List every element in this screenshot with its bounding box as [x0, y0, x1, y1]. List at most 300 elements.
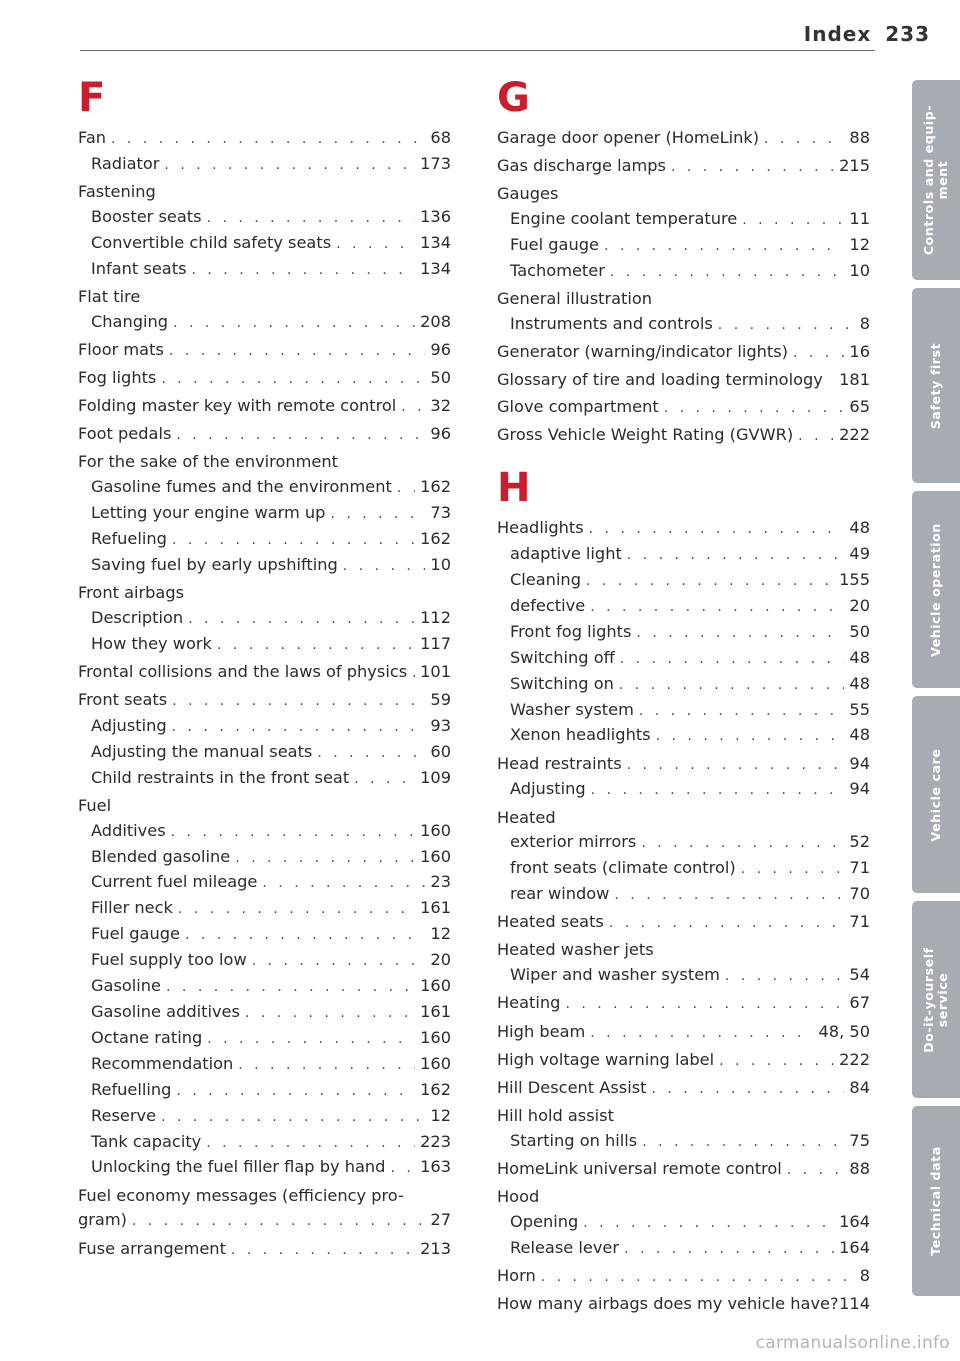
entry-term: Letting your engine warm up — [91, 503, 326, 522]
index-entry — [78, 1184, 451, 1209]
index-subentry — [497, 542, 870, 568]
page-ref: 49 — [849, 544, 870, 564]
entry-term: Front fog lights — [510, 621, 632, 641]
page-ref: 73 — [430, 503, 451, 522]
index-subentry — [78, 152, 451, 178]
page-ref: 208 — [420, 311, 451, 331]
index-entry — [497, 516, 870, 542]
index-entry — [497, 287, 870, 312]
index-entry — [497, 340, 870, 366]
entry-term: Wiper and washer system — [510, 965, 720, 985]
chapter-tab[interactable] — [912, 1106, 960, 1296]
leader-dots — [390, 1156, 415, 1181]
entry-term: exterior mirrors — [510, 832, 637, 852]
entry-term: Radiator — [91, 153, 160, 173]
page-ref: 96 — [430, 339, 451, 359]
index-entry — [497, 1264, 870, 1290]
index-subentry — [497, 207, 870, 233]
leader-dots — [725, 964, 844, 989]
page-ref: 48 — [849, 725, 870, 745]
index-entry — [78, 1237, 451, 1263]
entry-term: Fuel economy messages (efficiency pro- — [78, 1185, 404, 1205]
entry-term: Gross Vehicle Weight Rating (GVWR) — [497, 425, 794, 445]
leader-dots — [764, 127, 844, 152]
entry-term: Octane rating — [91, 1027, 203, 1047]
page-ref: 160 — [420, 820, 451, 840]
page-ref: 50 — [849, 621, 870, 641]
page-ref: 109 — [420, 767, 451, 787]
index-entry — [78, 450, 451, 475]
entry-term: Fan — [78, 128, 107, 147]
entry-term: Recommendation — [91, 1053, 234, 1073]
page-ref: 54 — [849, 965, 870, 985]
leader-dots — [238, 1053, 415, 1078]
entry-term: High voltage warning label — [497, 1049, 715, 1069]
index-subentry — [78, 310, 451, 336]
entry-term: Front airbags — [78, 582, 185, 602]
index-entry — [497, 126, 870, 152]
page-ref: 134 — [420, 232, 451, 252]
page-ref: 160 — [420, 1053, 451, 1073]
leader-dots — [641, 831, 844, 856]
index-subentry — [78, 870, 451, 896]
entry-term: Flat tire — [78, 286, 141, 306]
leader-dots — [652, 1077, 845, 1102]
leader-dots — [192, 258, 416, 283]
leader-dots — [252, 949, 426, 974]
index-subentry — [497, 312, 870, 338]
leader-dots — [207, 206, 416, 231]
page-ref: 50 — [430, 367, 451, 387]
index-entry — [78, 394, 451, 420]
page-ref: 23 — [430, 872, 451, 892]
page-ref: 67 — [849, 993, 870, 1013]
index-subentry — [78, 714, 451, 740]
chapter-tab[interactable] — [912, 901, 960, 1098]
entry-term: Switching off — [510, 647, 615, 667]
index-entry — [78, 422, 451, 448]
page-ref: 12 — [430, 924, 451, 944]
page-ref: 223 — [420, 1131, 451, 1151]
index-entry — [497, 910, 870, 936]
leader-dots — [343, 554, 426, 579]
entry-term: Fuel — [78, 795, 112, 815]
chapter-tab[interactable] — [912, 80, 960, 280]
index-entry — [497, 154, 870, 180]
leader-dots — [206, 1131, 415, 1156]
entry-term: Hill hold assist — [497, 1105, 614, 1125]
leader-dots — [610, 260, 845, 285]
leader-dots — [620, 647, 845, 672]
page-ref: 222 — [839, 1049, 870, 1069]
entry-term: Washer system — [510, 699, 634, 719]
page-ref: 70 — [849, 884, 870, 904]
index-entry — [497, 806, 870, 831]
entry-term: Heated seats — [497, 912, 604, 932]
entry-term: Additives — [91, 820, 166, 840]
leader-dots — [741, 857, 845, 882]
leader-dots — [642, 1130, 844, 1155]
index-column-right — [497, 75, 870, 1317]
index-subentry — [497, 882, 870, 908]
page-ref: 48 — [849, 673, 870, 693]
page-ref: 88 — [849, 1158, 870, 1178]
leader-dots — [330, 502, 425, 527]
letter-heading: G — [497, 75, 530, 121]
entry-term: Reserve — [91, 1105, 157, 1125]
index-column-left — [78, 75, 451, 1262]
leader-dots — [614, 883, 844, 908]
entry-term: Hood — [497, 1186, 540, 1206]
leader-dots — [793, 341, 844, 366]
entry-term: Booster seats — [91, 206, 202, 226]
index-entry — [78, 366, 451, 392]
entry-term: High beam — [497, 1021, 586, 1041]
header-rule — [80, 50, 875, 51]
leader-dots — [589, 517, 845, 542]
entry-term: HomeLink universal remote control — [497, 1158, 782, 1178]
entry-term: Glossary of tire and loading terminology — [497, 370, 823, 390]
page-ref: 155 — [839, 570, 870, 589]
leader-dots — [176, 423, 425, 448]
page-ref: 16 — [849, 342, 870, 361]
leader-dots — [719, 1049, 834, 1074]
page-ref: 162 — [420, 477, 451, 497]
entry-term: Xenon headlights — [510, 725, 651, 745]
page-ref: 20 — [430, 950, 451, 970]
index-subentry — [78, 527, 451, 553]
entry-term: Gauges — [497, 184, 559, 204]
index-subentry — [78, 475, 451, 501]
page-ref: 222 — [839, 425, 870, 445]
chapter-tab-label: Safety first — [928, 342, 943, 429]
leader-dots — [245, 1001, 415, 1026]
index-subentry — [497, 1210, 870, 1236]
leader-dots — [401, 395, 425, 420]
index-subentry — [78, 1104, 451, 1130]
leader-dots — [590, 1021, 813, 1046]
page-ref: 75 — [849, 1130, 870, 1150]
entry-term: For the sake of the environment — [78, 452, 338, 472]
leader-dots — [742, 208, 844, 233]
index-subentry — [78, 606, 451, 632]
entry-term: Starting on hills — [510, 1130, 638, 1150]
entry-term: Garage door opener (HomeLink) — [497, 128, 760, 147]
index-subentry — [497, 233, 870, 259]
entry-term: Blended gasoline — [91, 846, 231, 866]
entry-term: Frontal collisions and the laws of physics — [78, 661, 408, 681]
entry-term: Gasoline fumes and the environment — [91, 477, 392, 497]
entry-term: Generator (warning/indicator lights) — [497, 342, 788, 361]
page-ref: 68 — [430, 128, 451, 147]
leader-dots — [172, 715, 426, 740]
leader-dots — [207, 1027, 415, 1052]
entry-term: Release lever — [510, 1237, 620, 1257]
entry-term: Current fuel mileage — [91, 872, 258, 892]
index-subentry — [78, 845, 451, 871]
entry-term: Fuse arrangement — [78, 1238, 226, 1258]
entry-term: gram) — [78, 1210, 127, 1230]
entry-term: Gas discharge lamps — [497, 156, 666, 176]
page-ref: 164 — [839, 1211, 870, 1231]
entry-term: Heated washer jets — [497, 940, 654, 960]
index-subentry — [78, 922, 451, 948]
leader-dots — [609, 911, 845, 936]
leader-dots — [185, 923, 425, 948]
index-entry — [497, 1104, 870, 1129]
leader-dots — [604, 234, 844, 259]
index-subentry — [78, 766, 451, 792]
entry-term: Head restraints — [497, 753, 622, 773]
index-subentry — [497, 723, 870, 749]
index-subentry — [497, 698, 870, 724]
leader-dots — [565, 992, 844, 1017]
entry-term: Heating — [497, 993, 561, 1013]
entry-term: Fuel supply too low — [91, 950, 247, 970]
page-header — [790, 22, 930, 52]
index-subentry — [78, 632, 451, 658]
leader-dots — [619, 673, 845, 698]
index-entry — [497, 938, 870, 963]
entry-term: Hill Descent Assist — [497, 1077, 647, 1097]
entry-term: Instruments and controls — [510, 313, 713, 333]
entry-term: Tachometer — [510, 260, 605, 280]
index-subentry — [497, 620, 870, 646]
index-entry — [497, 1157, 870, 1183]
page-ref: 10 — [849, 260, 870, 280]
entry-term: Glove compartment — [497, 397, 659, 417]
entry-term: Infant seats — [91, 258, 187, 278]
page-ref: 173 — [420, 153, 451, 173]
entry-term: Floor mats — [78, 339, 164, 359]
leader-dots — [627, 753, 845, 778]
entry-term: Switching on — [510, 673, 614, 693]
entry-term: How they work — [91, 633, 212, 653]
page-ref: 48, 50 — [818, 1021, 870, 1041]
page-ref: 213 — [420, 1238, 451, 1258]
index-entry — [497, 1185, 870, 1210]
entry-term: Refuelling — [91, 1079, 172, 1099]
page-ref: 65 — [849, 397, 870, 417]
index-entry — [78, 180, 451, 205]
page-ref: 96 — [430, 424, 451, 444]
index-subentry — [78, 231, 451, 257]
index-entry — [497, 395, 870, 421]
entry-term: defective — [510, 595, 586, 615]
entry-term: rear window — [510, 884, 610, 904]
index-entry — [497, 1292, 870, 1317]
index-subentry — [78, 1078, 451, 1104]
leader-dots — [317, 741, 425, 766]
index-subentry — [78, 819, 451, 845]
index-subentry — [78, 257, 451, 283]
leader-dots — [636, 621, 844, 646]
page-ref: 94 — [849, 753, 870, 773]
index-subentry — [78, 1155, 451, 1181]
page-ref: 112 — [420, 607, 451, 627]
index-entry — [78, 660, 451, 686]
page-ref: 164 — [839, 1237, 870, 1257]
entry-term: Fog lights — [78, 367, 157, 387]
leader-dots — [639, 699, 845, 724]
chapter-tab-label: Technical data — [928, 1146, 943, 1256]
entry-term: Cleaning — [510, 570, 581, 589]
index-entry — [497, 182, 870, 207]
index-subentry — [78, 896, 451, 922]
index-entry — [78, 338, 451, 364]
page-ref: 101 — [420, 661, 451, 681]
leader-dots — [627, 543, 845, 568]
entry-term: Gasoline additives — [91, 1001, 240, 1021]
entry-term: Engine coolant temperature — [510, 209, 738, 229]
entry-term: Headlights — [497, 518, 584, 538]
page-ref: 8 — [859, 1265, 870, 1285]
index-entry — [78, 285, 451, 310]
index-subentry — [497, 856, 870, 882]
leader-dots — [354, 767, 415, 792]
index-entries — [78, 126, 451, 1262]
leader-dots — [718, 313, 855, 338]
index-entry — [497, 423, 870, 449]
entry-term: Adjusting — [91, 715, 167, 735]
index-entry — [497, 752, 870, 778]
page-ref: 88 — [849, 128, 870, 147]
index-subentry — [497, 1236, 870, 1262]
page-ref: 161 — [420, 898, 451, 918]
index-subentry — [497, 672, 870, 698]
entry-term: Fuel gauge — [510, 235, 599, 254]
chapter-tab[interactable] — [912, 288, 960, 483]
leader-dots — [397, 476, 415, 501]
leader-dots — [235, 846, 415, 871]
entry-term: Adjusting — [510, 779, 586, 799]
leader-dots — [656, 724, 845, 749]
page-ref: 48 — [849, 647, 870, 667]
index-entry — [497, 991, 870, 1017]
page-ref: 27 — [430, 1210, 451, 1230]
page-ref: 215 — [839, 156, 870, 176]
page-ref: 163 — [420, 1157, 451, 1177]
leader-dots — [583, 1211, 834, 1236]
page-ref: 93 — [430, 715, 451, 735]
page-ref: 52 — [849, 832, 870, 852]
chapter-tab[interactable] — [912, 696, 960, 893]
page-ref: 55 — [849, 699, 870, 719]
leader-dots — [111, 127, 425, 152]
leader-dots — [172, 528, 415, 553]
leader-dots — [798, 424, 834, 449]
page-ref: 12 — [849, 235, 870, 254]
page-ref: 12 — [430, 1105, 451, 1125]
entry-term: Opening — [510, 1211, 579, 1231]
leader-dots — [172, 689, 425, 714]
index-subentry — [78, 1026, 451, 1052]
entry-term: Fuel gauge — [91, 924, 180, 944]
letter-heading: F — [78, 75, 106, 121]
index-entry — [78, 688, 451, 714]
leader-dots — [164, 153, 415, 178]
page-ref: 8 — [859, 313, 870, 333]
leader-dots — [262, 871, 425, 896]
entry-term: Tank capacity — [91, 1131, 202, 1151]
page-ref: 134 — [420, 258, 451, 278]
leader-dots — [173, 311, 415, 336]
entry-term: Gasoline — [91, 976, 162, 996]
leader-dots — [336, 232, 415, 257]
leader-dots — [161, 1105, 425, 1130]
leader-dots — [412, 661, 415, 686]
page-ref: 114 — [839, 1293, 870, 1313]
index-subentry — [78, 553, 451, 579]
chapter-tab-label: Controls and equip- ment — [921, 104, 950, 256]
entry-term: Heated — [497, 807, 556, 827]
page-ref: 59 — [430, 689, 451, 709]
index-subentry — [497, 568, 870, 594]
page-ref: 60 — [430, 741, 451, 761]
entry-term: Description — [91, 607, 184, 627]
leader-dots — [590, 595, 844, 620]
entry-term: How many airbags does my vehicle have? — [497, 1293, 839, 1313]
chapter-tab[interactable] — [912, 491, 960, 688]
leader-dots — [161, 367, 425, 392]
page-ref: 160 — [420, 976, 451, 996]
index-entry — [78, 581, 451, 606]
leader-dots — [169, 339, 426, 364]
leader-dots — [178, 897, 415, 922]
entry-term: Convertible child safety seats — [91, 232, 332, 252]
watermark: carmanualsonline.info — [755, 1333, 950, 1353]
entry-term: Changing — [91, 311, 169, 331]
index-subentry — [78, 501, 451, 527]
entry-term: front seats (climate control) — [510, 858, 736, 878]
index-subentry — [78, 740, 451, 766]
leader-dots — [671, 155, 834, 180]
page-ref: 71 — [849, 912, 870, 932]
page-ref: 136 — [420, 206, 451, 226]
entry-term: adaptive light — [510, 544, 622, 564]
letter-heading: H — [497, 465, 531, 512]
leader-dots — [787, 1158, 845, 1183]
leader-dots — [624, 1237, 834, 1262]
index-subentry — [78, 1130, 451, 1156]
index-subentry — [497, 646, 870, 672]
page-ref: 117 — [420, 633, 451, 653]
page-ref: 181 — [839, 370, 870, 390]
leader-dots — [586, 569, 834, 594]
entry-term: Saving fuel by early upshifting — [91, 554, 338, 574]
entry-term: Horn — [497, 1265, 536, 1285]
section-title: Index — [803, 22, 872, 46]
entry-term: Front seats — [78, 689, 168, 709]
index-entry — [497, 1076, 870, 1102]
leader-dots — [591, 778, 845, 803]
index-entry — [497, 1048, 870, 1074]
page-ref: 20 — [849, 595, 870, 615]
page-ref: 160 — [420, 846, 451, 866]
entry-term: Refueling — [91, 528, 167, 548]
index-subentry — [497, 963, 870, 989]
index-entry — [497, 1020, 870, 1046]
index-subentry — [497, 830, 870, 856]
entry-term: Unlocking the fuel filler flap by hand — [91, 1157, 386, 1177]
page-ref: 11 — [849, 209, 870, 229]
index-entry — [78, 794, 451, 819]
leader-dots — [231, 1238, 415, 1263]
entry-term: Fastening — [78, 182, 156, 201]
entry-term: Filler neck — [91, 898, 173, 918]
leader-dots — [188, 607, 415, 632]
page-ref: 32 — [430, 396, 451, 415]
